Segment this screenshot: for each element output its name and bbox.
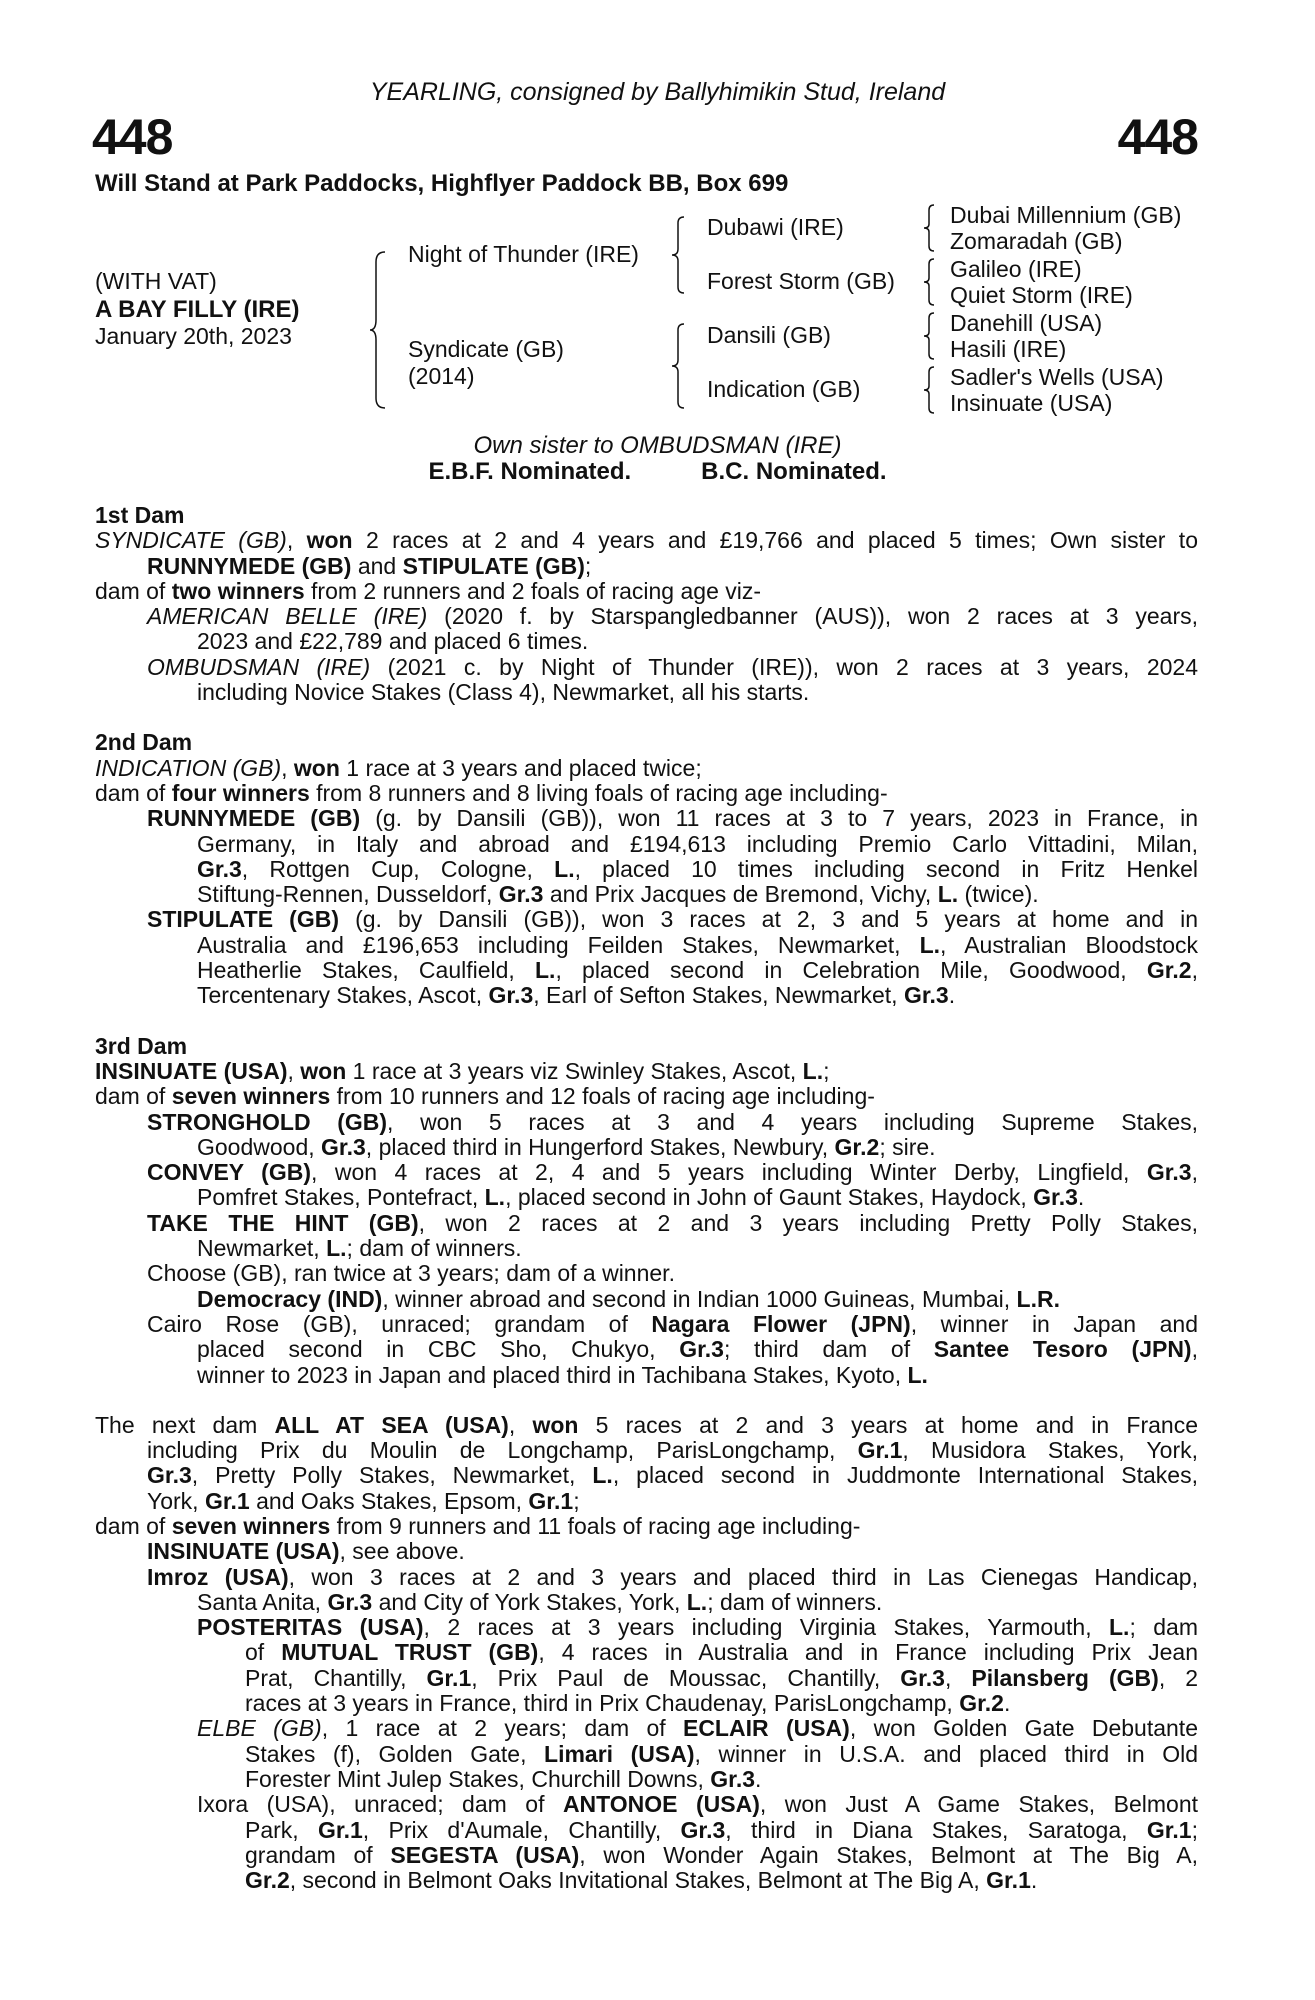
text-line: grandam of SEGESTA (USA), won Wonder Again Stakes, Belmont at The Big A, [245, 1841, 1199, 1868]
text-line: Newmarket, L.; dam of winners. [197, 1235, 522, 1262]
foaling-date: January 20th, 2023 [95, 323, 292, 349]
text-line: winner to 2023 in Japan and placed third in Tachibana Stakes, Kyoto, L. [197, 1361, 928, 1388]
text-line: Democracy (IND), winner abroad and second in Indian 1000 Guineas, Mumbai, L.R. [197, 1285, 1060, 1312]
third-dam-heading: 3rd Dam [95, 1032, 188, 1059]
dam-sire: Dansili (GB) [707, 322, 831, 348]
granddam-1: Zomaradah (GB) [950, 228, 1123, 254]
bracket-g3 [922, 311, 936, 361]
text-line: Gr.3, Rottgen Cup, Cologne, L., placed 10 times including second in Fritz Henkel [197, 855, 1198, 882]
text-line: STRONGHOLD (GB), won 5 races at 3 and 4 years including Supreme Stakes, [147, 1108, 1199, 1135]
text-line: INSINUATE (USA), won 1 race at 3 years viz Swinley Stakes, Ascot, L.; [95, 1057, 830, 1084]
text-line: Ixora (USA), unraced; dam of ANTONOE (USA), won Just A Game Stakes, Belmont [197, 1791, 1198, 1818]
vat-note: (WITH VAT) [95, 268, 217, 294]
stand-location: Will Stand at Park Paddocks, Highflyer Paddock BB, Box 699 [95, 170, 789, 197]
text-line: dam of seven winners from 10 runners and 12 foals of racing age including- [95, 1083, 875, 1110]
race-record [95, 503, 1198, 1893]
text-line: Forester Mint Julep Stakes, Churchill Downs, Gr.3. [245, 1765, 762, 1792]
sire-sire: Dubawi (IRE) [707, 214, 844, 240]
text-line: Pomfret Stakes, Pontefract, L., placed second in John of Gaunt Stakes, Haydock, Gr.3. [197, 1184, 1085, 1211]
first-dam-heading: 1st Dam [95, 502, 185, 528]
text-line: TAKE THE HINT (GB), won 2 races at 2 and 3 years including Pretty Polly Stakes, [147, 1209, 1198, 1236]
granddam-2: Quiet Storm (IRE) [950, 282, 1133, 308]
text-line: INDICATION (GB), won 1 race at 3 years and placed twice; [95, 754, 702, 781]
lot-number-right: 448 [1117, 109, 1198, 165]
text-line: 2023 and £22,789 and placed 6 times. [197, 628, 589, 655]
bracket-g1 [922, 203, 936, 253]
text-line: ELBE (GB), 1 race at 2 years; dam of ECLAIR (USA), won Golden Gate Debutante [197, 1715, 1198, 1742]
text-line: Gr.2, second in Belmont Oaks Invitational Stakes, Belmont at The Big A, Gr.1. [245, 1867, 1038, 1894]
dam-name: Syndicate (GB) [408, 336, 564, 362]
text-line: Gr.3, Pretty Polly Stakes, Newmarket, L., placed second in Juddmonte International Stakes, [147, 1462, 1198, 1489]
dam-dam: Indication (GB) [707, 376, 861, 402]
sire-name: Night of Thunder (IRE) [408, 241, 639, 267]
text-line: SYNDICATE (GB), won 2 races at 2 and 4 years and £19,766 and placed 5 times; Own sister to [95, 527, 1198, 554]
bracket-main [368, 250, 388, 410]
grandsire-3: Danehill (USA) [950, 310, 1103, 336]
text-line: Stiftung-Rennen, Dusseldorf, Gr.3 and Prix Jacques de Bremond, Vichy, L. (twice). [197, 881, 1039, 908]
text-line: including Novice Stakes (Class 4), Newmarket, all his starts. [197, 679, 810, 706]
text-line: dam of two winners from 2 runners and 2 foals of racing age viz- [95, 577, 762, 604]
text-line: Santa Anita, Gr.3 and City of York Stakes, York, L.; dam of winners. [197, 1588, 883, 1615]
text-line: RUNNYMEDE (GB) and STIPULATE (GB); [147, 552, 592, 579]
second-dam-heading: 2nd Dam [95, 729, 193, 756]
granddam-4: Insinuate (USA) [950, 390, 1113, 416]
text-line: CONVEY (GB), won 4 races at 2, 4 and 5 years including Winter Derby, Lingfield, Gr.3, [147, 1159, 1198, 1186]
grandsire-1: Dubai Millennium (GB) [950, 202, 1182, 228]
text-line: OMBUDSMAN (IRE) (2021 c. by Night of Thunder (IRE)), won 2 races at 3 years, 2024 [147, 653, 1198, 680]
ebf-nominated: E.B.F. Nominated. [428, 458, 632, 485]
lot-number-left: 448 [92, 109, 173, 165]
text-line: placed second in CBC Sho, Chukyo, Gr.3; third dam of Santee Tesoro (JPN), [197, 1336, 1198, 1363]
text-line: Park, Gr.1, Prix d'Aumale, Chantilly, Gr.3, third in Diana Stakes, Saratoga, Gr.1; [245, 1816, 1198, 1843]
nominations [0, 458, 1315, 486]
text-line: Stakes (f), Golden Gate, Limari (USA), winner in U.S.A. and placed third in Old [245, 1740, 1198, 1767]
grandsire-4: Sadler's Wells (USA) [950, 364, 1164, 390]
text-line: RUNNYMEDE (GB) (g. by Dansili (GB)), won 11 races at 3 to 7 years, 2023 in France, in [147, 805, 1198, 832]
text-line: POSTERITAS (USA), 2 races at 3 years including Virginia Stakes, Yarmouth, L.; dam [197, 1614, 1198, 1641]
text-line: INSINUATE (USA), see above. [147, 1538, 465, 1565]
text-line: Australia and £196,653 including Feilden Stakes, Newmarket, L., Australian Bloodstock [197, 931, 1199, 958]
text-line: races at 3 years in France, third in Prix Chaudenay, ParisLongchamp, Gr.2. [245, 1690, 1011, 1717]
horse-name: A BAY FILLY (IRE) [95, 296, 300, 323]
text-line: Imroz (USA), won 3 races at 2 and 3 years and placed third in Las Cienegas Handicap, [147, 1563, 1198, 1590]
grandsire-2: Galileo (IRE) [950, 256, 1082, 282]
text-line: Germany, in Italy and abroad and £194,613 including Premio Carlo Vittadini, Milan, [197, 830, 1198, 857]
text-line: Prat, Chantilly, Gr.1, Prix Paul de Moussac, Chantilly, Gr.3, Pilansberg (GB), 2 [245, 1664, 1198, 1691]
text-line: Tercentenary Stakes, Ascot, Gr.3, Earl of Sefton Stakes, Newmarket, Gr.3. [197, 982, 956, 1009]
dam-year: (2014) [408, 363, 475, 389]
text-line: dam of four winners from 8 runners and 8 living foals of racing age including- [95, 779, 888, 806]
text-line: Heatherlie Stakes, Caulfield, L., placed second in Celebration Mile, Goodwood, Gr.2, [197, 957, 1198, 984]
bc-nominated: B.C. Nominated. [701, 458, 887, 485]
granddam-3: Hasili (IRE) [950, 336, 1067, 362]
page-subtitle: YEARLING, consigned by Ballyhimikin Stud, Ireland [369, 78, 946, 106]
text-line: STIPULATE (GB) (g. by Dansili (GB)), won 3 races at 2, 3 and 5 years at home and in [147, 906, 1198, 933]
text-line: Choose (GB), ran twice at 3 years; dam of a winner. [147, 1260, 675, 1287]
text-line: Cairo Rose (GB), unraced; grandam of Nagara Flower (JPN), winner in Japan and [147, 1310, 1198, 1337]
text-line: Goodwood, Gr.3, placed third in Hungerford Stakes, Newbury, Gr.2; sire. [197, 1133, 936, 1160]
text-line: AMERICAN BELLE (IRE) (2020 f. by Starspangledbanner (AUS)), won 2 races at 3 years, [147, 603, 1198, 630]
sire-dam: Forest Storm (GB) [707, 268, 895, 294]
text-line: of MUTUAL TRUST (GB), 4 races in Australia and in France including Prix Jean [245, 1639, 1198, 1666]
bracket-sire [670, 215, 686, 295]
text-line: York, Gr.1 and Oaks Stakes, Epsom, Gr.1; [147, 1487, 580, 1514]
text-line: The next dam ALL AT SEA (USA), won 5 races at 2 and 3 years at home and in France [95, 1411, 1199, 1438]
bracket-g4 [922, 365, 936, 415]
bracket-dam [670, 322, 686, 410]
text-line: dam of seven winners from 9 runners and 11 foals of racing age including- [95, 1512, 861, 1539]
bracket-g2 [922, 257, 936, 307]
text-line: including Prix du Moulin de Longchamp, ParisLongchamp, Gr.1, Musidora Stakes, York, [147, 1437, 1198, 1464]
own-sister-note: Own sister to OMBUDSMAN (IRE) [473, 432, 842, 459]
